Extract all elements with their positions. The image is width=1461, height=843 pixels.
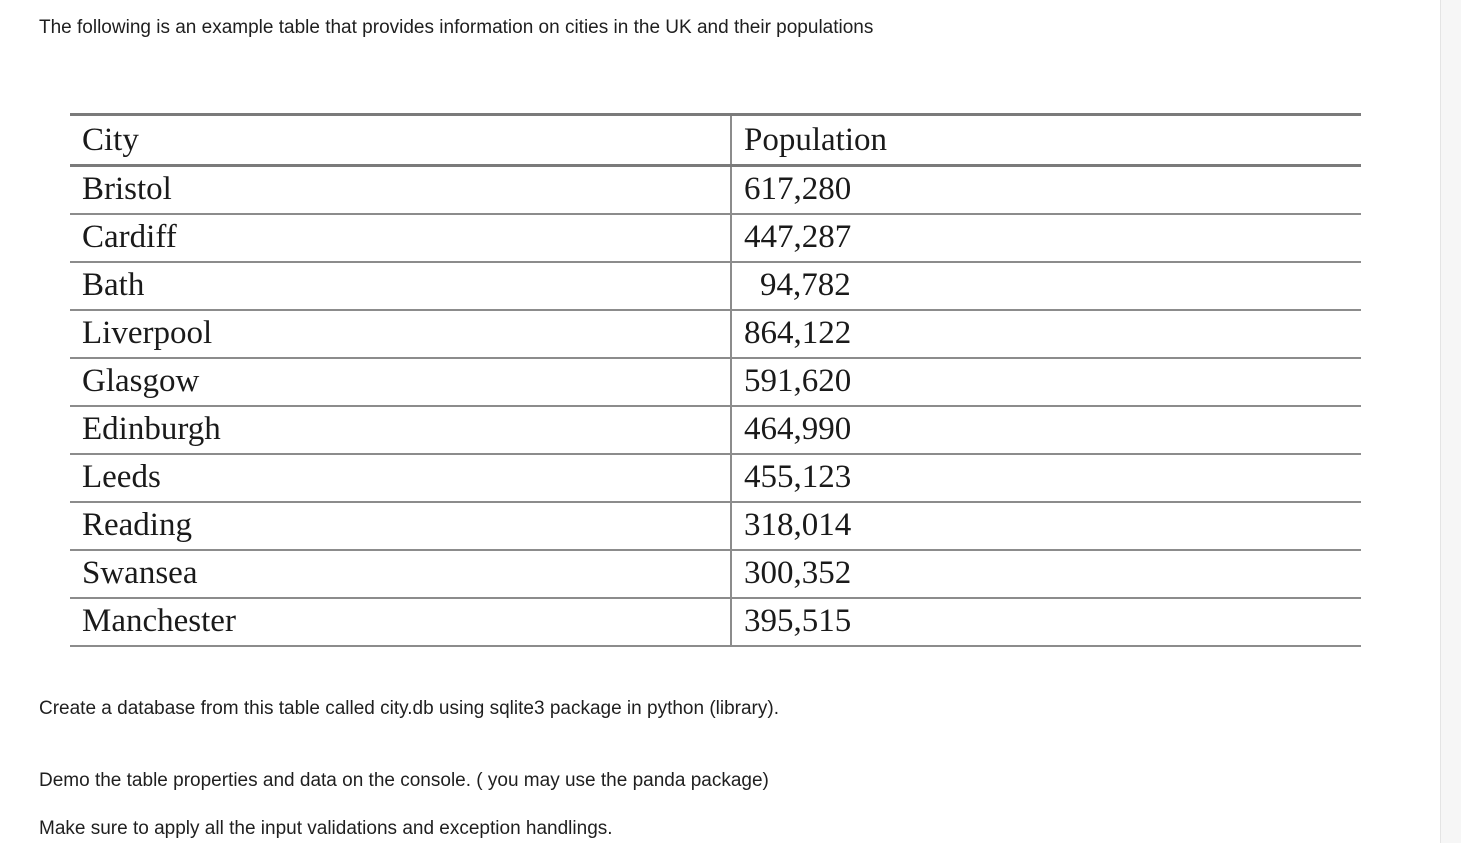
- instruction-demo: Demo the table properties and data on the console. ( you may use the panda package): [39, 770, 769, 791]
- cell-population: 94,782: [731, 262, 1361, 310]
- instruction-create-db: Create a database from this table called city.db using sqlite3 package in python (library).: [39, 698, 779, 719]
- cell-city: Glasgow: [70, 358, 731, 406]
- table-header-row: [70, 115, 1361, 166]
- table-row: [70, 550, 1361, 598]
- cell-city: Cardiff: [70, 214, 731, 262]
- cell-population: 864,122: [731, 310, 1361, 358]
- cell-city: Manchester: [70, 598, 731, 646]
- table-row: [70, 502, 1361, 550]
- cell-city: Swansea: [70, 550, 731, 598]
- cell-city: Bristol: [70, 166, 731, 214]
- table-row: [70, 406, 1361, 454]
- table-row: [70, 310, 1361, 358]
- intro-text: The following is an example table that provides information on cities in the UK and their populations: [39, 17, 874, 38]
- cell-population: 447,287: [731, 214, 1361, 262]
- header-population: Population: [731, 115, 1361, 166]
- table-row: [70, 358, 1361, 406]
- cell-population: 300,352: [731, 550, 1361, 598]
- cell-population: 455,123: [731, 454, 1361, 502]
- city-population-table: [70, 113, 1361, 647]
- city-population-table-container: [70, 113, 1361, 647]
- table-row: [70, 262, 1361, 310]
- table-row: [70, 454, 1361, 502]
- cell-city: Liverpool: [70, 310, 731, 358]
- header-city: City: [70, 115, 731, 166]
- cell-population: 395,515: [731, 598, 1361, 646]
- cell-population: 464,990: [731, 406, 1361, 454]
- table-row: [70, 166, 1361, 214]
- instruction-validation: Make sure to apply all the input validations and exception handlings.: [39, 818, 613, 839]
- table-row: [70, 598, 1361, 646]
- right-scroll-gutter: [1440, 0, 1461, 843]
- cell-population: 617,280: [731, 166, 1361, 214]
- cell-city: Bath: [70, 262, 731, 310]
- cell-population: 591,620: [731, 358, 1361, 406]
- cell-city: Leeds: [70, 454, 731, 502]
- cell-population: 318,014: [731, 502, 1361, 550]
- cell-city: Edinburgh: [70, 406, 731, 454]
- table-row: [70, 214, 1361, 262]
- cell-city: Reading: [70, 502, 731, 550]
